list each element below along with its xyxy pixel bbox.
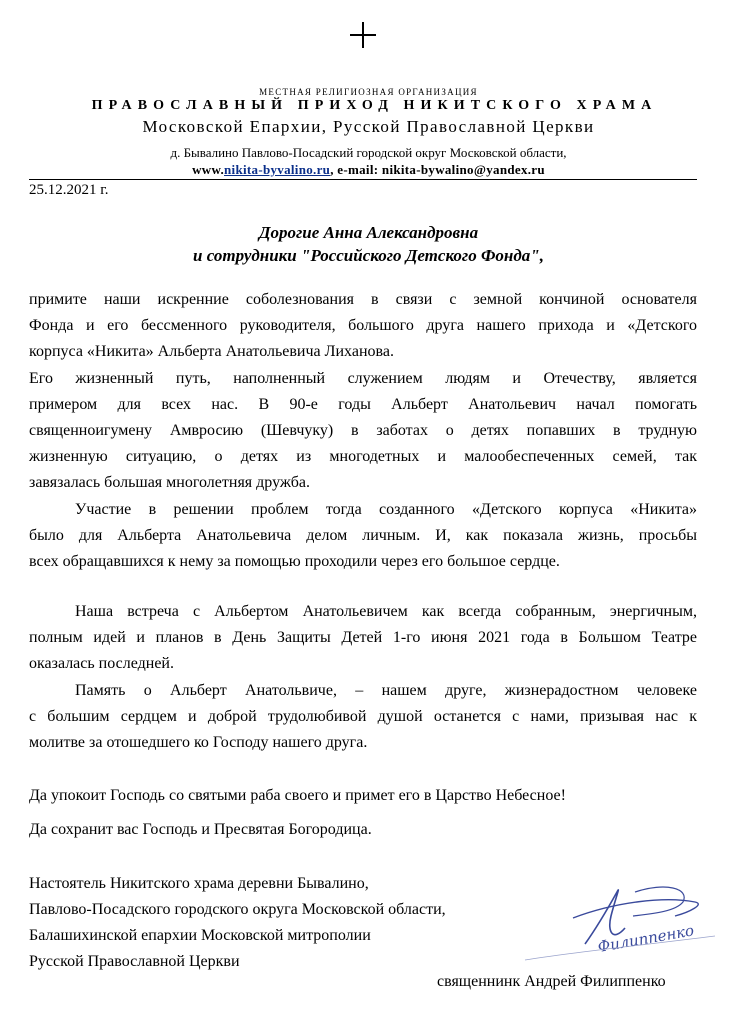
signature-title-line: Балашихинской епархии Московской митрополии (29, 927, 371, 944)
paragraph-2-line: примером для всех нас. В 90-е годы Альберт Анатольевич начал помогать (29, 396, 697, 413)
org-subtitle: Московской Епархии, Русской Православной Церкви (142, 117, 595, 136)
signer-name: священнинк Андрей Филиппенко (437, 973, 666, 990)
signature-title-line: Настоятель Никитского храма деревни Бывалино, (29, 875, 369, 892)
org-type: МЕСТНАЯ РЕЛИГИОЗНАЯ ОРГАНИЗАЦИЯ (259, 87, 478, 97)
signature-title-line: Павлово-Посадского городского округа Московской области, (29, 901, 446, 918)
signature-handwriting: Филиппенко (596, 921, 696, 956)
cross-icon (350, 22, 376, 48)
header-divider (29, 179, 697, 180)
paragraph-3-line: всех обращавшихся к нему за помощью проходили через его большое сердце. (29, 553, 560, 570)
paragraph-2-line: завязалась большая многолетняя дружба. (29, 474, 310, 491)
paragraph-3-line: было для Альберта Анатольевича делом личным. И, как показала жизнь, просьбы (29, 527, 697, 544)
paragraph-1-line: корпуса «Никита» Альберта Анатольевича Лиханова. (29, 343, 394, 360)
paragraph-1-line: Фонда и его бессменного руководителя, большого друга нашего прихода и «Детского (29, 317, 697, 334)
org-address: д. Бывалино Павлово-Посадский городской округ Московской области, (170, 145, 567, 160)
paragraph-4-line: полным идей и планов в День Защиты Детей 1-го июня 2021 года в Большом Театре (29, 629, 697, 646)
handwritten-signature (515, 872, 737, 972)
closing-prayer: Да упокоит Господь со святыми раба своего и примет его в Царство Небесное! (29, 787, 566, 804)
closing-blessing: Да сохранит вас Господь и Пресвятая Богородица. (29, 821, 372, 838)
paragraph-4-line: оказалась последней. (29, 655, 174, 672)
paragraph-3-line: Участие в решении проблем тогда созданного «Детского корпуса «Никита» (75, 501, 697, 518)
paragraph-1-line: примите наши искренние соболезнования в связи с земной кончиной основателя (29, 291, 697, 308)
email-text: , e-mail: nikita-bywalino@yandex.ru (330, 162, 545, 177)
paragraph-2-line: Его жизненный путь, наполненный служением людям и Отечеству, является (29, 370, 697, 387)
paragraph-4-line: Наша встреча с Альбертом Анатольевичем как всегда собранным, энергичным, (75, 603, 697, 620)
paragraph-2-line: жизненную ситуацию, о детях из многодетных и малообеспеченных семей, так (29, 448, 697, 465)
paragraph-5-line: с большим сердцем и доброй трудолюбивой душой останется с нами, призывая нас к (29, 708, 697, 725)
paragraph-2-line: священноигумену Амвросию (Шевчуку) в заботах о детях попавших в трудную (29, 422, 697, 439)
org-contacts (0, 162, 737, 178)
signature-title-line: Русской Православной Церкви (29, 953, 240, 970)
greeting-line-2: и сотрудники "Российского Детского Фонда", (193, 246, 544, 265)
paragraph-5-line: молитве за отошедшего ко Господу нашего друга. (29, 734, 368, 751)
org-name: ПРАВОСЛАВНЫЙ ПРИХОД НИКИТСКОГО ХРАМА (91, 98, 658, 113)
website-link[interactable]: nikita-byvalino.ru (224, 162, 331, 177)
greeting-line-1: Дорогие Анна Александровна (258, 223, 479, 242)
www-prefix: www. (192, 162, 224, 177)
paragraph-5-line: Память о Альберт Анатольвиче, – нашем друге, жизнерадостном человеке (75, 682, 697, 699)
letter-date: 25.12.2021 г. (29, 182, 109, 198)
